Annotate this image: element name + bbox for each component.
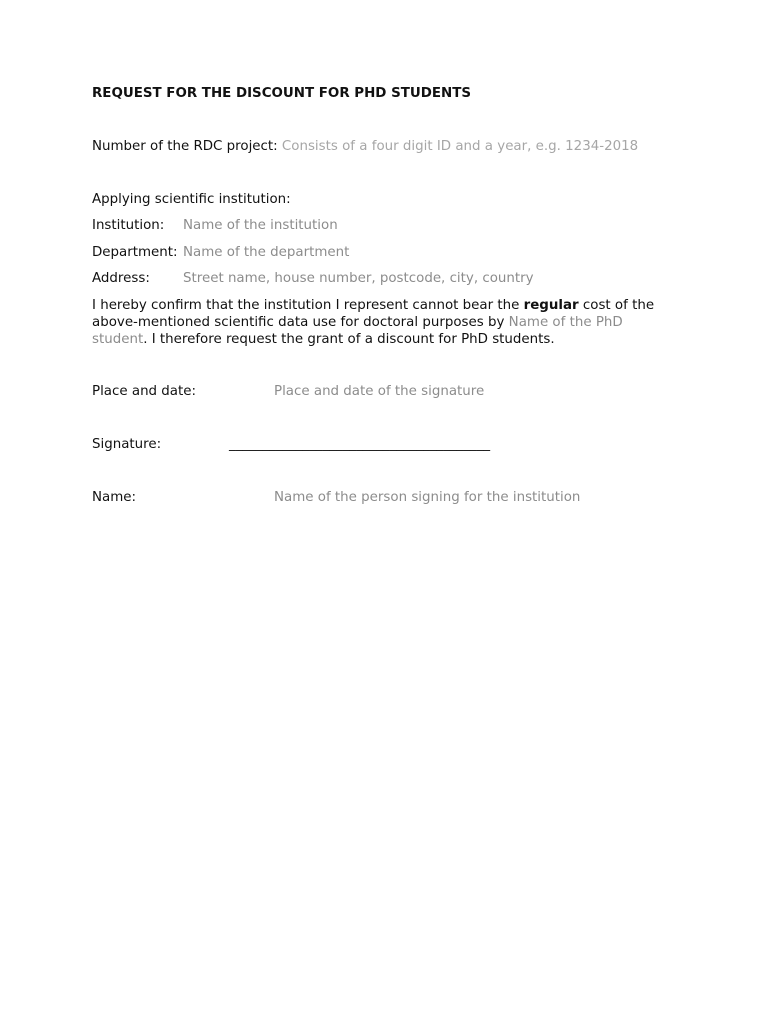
department-label: Department: xyxy=(92,245,178,260)
applying-institution-heading: Applying scientific institution: xyxy=(92,192,291,207)
institution-label: Institution: xyxy=(92,218,165,233)
institution-field[interactable]: Name of the institution xyxy=(183,218,338,233)
place-date-label: Place and date: xyxy=(92,384,197,399)
project-number-label: Number of the RDC project: xyxy=(92,139,278,154)
department-field[interactable]: Name of the department xyxy=(183,245,350,260)
signer-name-field[interactable]: Name of the person signing for the institution xyxy=(274,490,581,505)
confirmation-text-end: . I therefore request the grant of a discount for PhD students. xyxy=(143,332,555,347)
project-number-row xyxy=(92,138,638,155)
address-field[interactable]: Street name, house number, postcode, city, country xyxy=(183,271,534,286)
signature-line[interactable]: _______________________________________ xyxy=(229,437,491,452)
place-date-field[interactable]: Place and date of the signature xyxy=(274,384,485,399)
confirmation-text-start: I hereby confirm that the institution I represent cannot bear the xyxy=(92,298,524,313)
name-label: Name: xyxy=(92,490,137,505)
confirmation-bold-word: regular xyxy=(523,298,579,313)
phd-student-name-field[interactable]: Name of the PhD student xyxy=(92,315,623,347)
confirmation-text-middle: cost of the above-mentioned scientific data use for doctoral purposes by xyxy=(92,298,655,330)
signature-label: Signature: xyxy=(92,437,162,452)
address-label: Address: xyxy=(92,271,150,286)
confirmation-paragraph xyxy=(92,297,672,348)
project-number-field[interactable]: Consists of a four digit ID and a year, e.g. 1234-2018 xyxy=(281,139,639,154)
document-title: REQUEST FOR THE DISCOUNT FOR PHD STUDENTS xyxy=(92,86,471,101)
